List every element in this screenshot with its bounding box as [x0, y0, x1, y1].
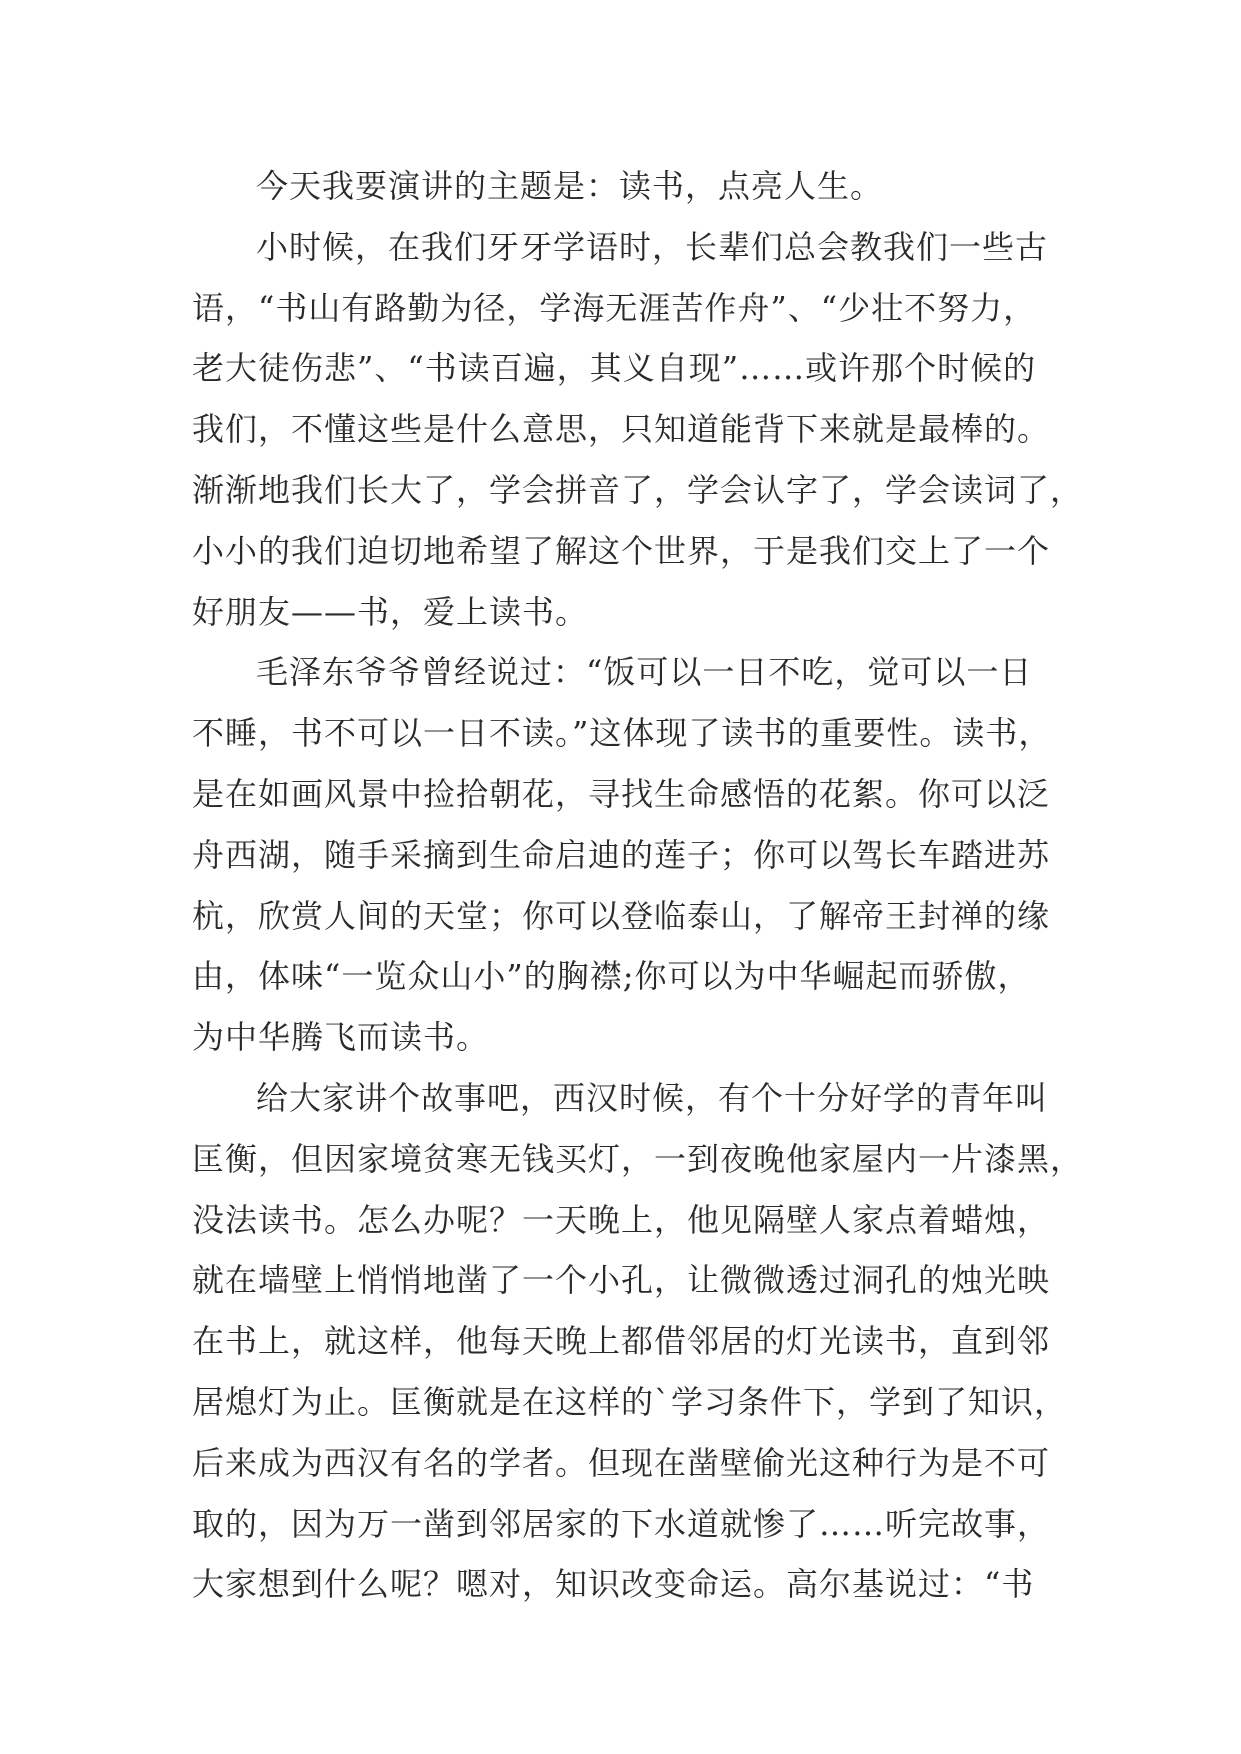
text-line: 小小的我们迫切地希望了解这个世界，于是我们交上了一个 — [192, 531, 1051, 570]
text-line: 大家想到什么呢？嗯对，知识改变命运。高尔基说过：“书 — [192, 1565, 1035, 1604]
text-line: 取的，因为万一凿到邻居家的下水道就惨了……听完故事， — [192, 1504, 1051, 1543]
text-line: 为中华腾飞而读书。 — [192, 1018, 490, 1057]
text-line: 渐渐地我们长大了，学会拼音了，学会认字了，学会读词了， — [192, 470, 1084, 509]
text-line: 居熄灯为止。匡衡就是在这样的`学习条件下，学到了知识， — [192, 1382, 1068, 1421]
text-line: 好朋友——书，爱上读书。 — [192, 592, 589, 631]
text-line: 语，“书山有路勤为径，学海无涯苦作舟”、“少壮不努力， — [192, 288, 1037, 327]
text-line: 杭，欣赏人间的天堂；你可以登临泰山，了解帝王封禅的缘 — [192, 896, 1051, 935]
text-line: 今天我要演讲的主题是：读书，点亮人生。 — [256, 167, 884, 205]
text-line: 毛泽东爷爷曾经说过：“饭可以一日不吃，觉可以一日 — [256, 653, 1033, 692]
text-line: 是在如画风景中捡拾朝花，寻找生命感悟的花絮。你可以泛 — [192, 774, 1051, 813]
text-line: 匡衡，但因家境贫寒无钱买灯，一到夜晚他家屋内一片漆黑， — [192, 1139, 1084, 1178]
text-line: 由，体味“一览众山小”的胸襟;你可以为中华崛起而骄傲， — [192, 957, 1031, 996]
text-line: 我们，不懂这些是什么意思，只知道能背下来就是最棒的。 — [192, 410, 1051, 449]
speech-text — [192, 156, 1084, 1615]
text-line: 小时候，在我们牙牙学语时，长辈们总会教我们一些古 — [256, 227, 1049, 266]
text-line: 给大家讲个故事吧，西汉时候，有个十分好学的青年叫 — [256, 1078, 1049, 1117]
text-line: 没法读书。怎么办呢？一天晚上，他见隔壁人家点着蜡烛， — [192, 1200, 1051, 1239]
text-line: 不睡，书不可以一日不读。”这体现了读书的重要性。读书， — [192, 714, 1052, 753]
text-line: 老大徒伤悲”、“书读百遍，其义自现”……或许那个时候的 — [192, 349, 1037, 388]
text-line: 舟西湖，随手采摘到生命启迪的莲子；你可以驾长车踏进苏 — [192, 835, 1051, 874]
text-line: 在书上，就这样，他每天晚上都借邻居的灯光读书，直到邻 — [192, 1322, 1051, 1361]
text-line: 后来成为西汉有名的学者。但现在凿壁偷光这种行为是不可 — [192, 1443, 1051, 1482]
text-line: 就在墙壁上悄悄地凿了一个小孔，让微微透过洞孔的烛光映 — [192, 1261, 1051, 1300]
